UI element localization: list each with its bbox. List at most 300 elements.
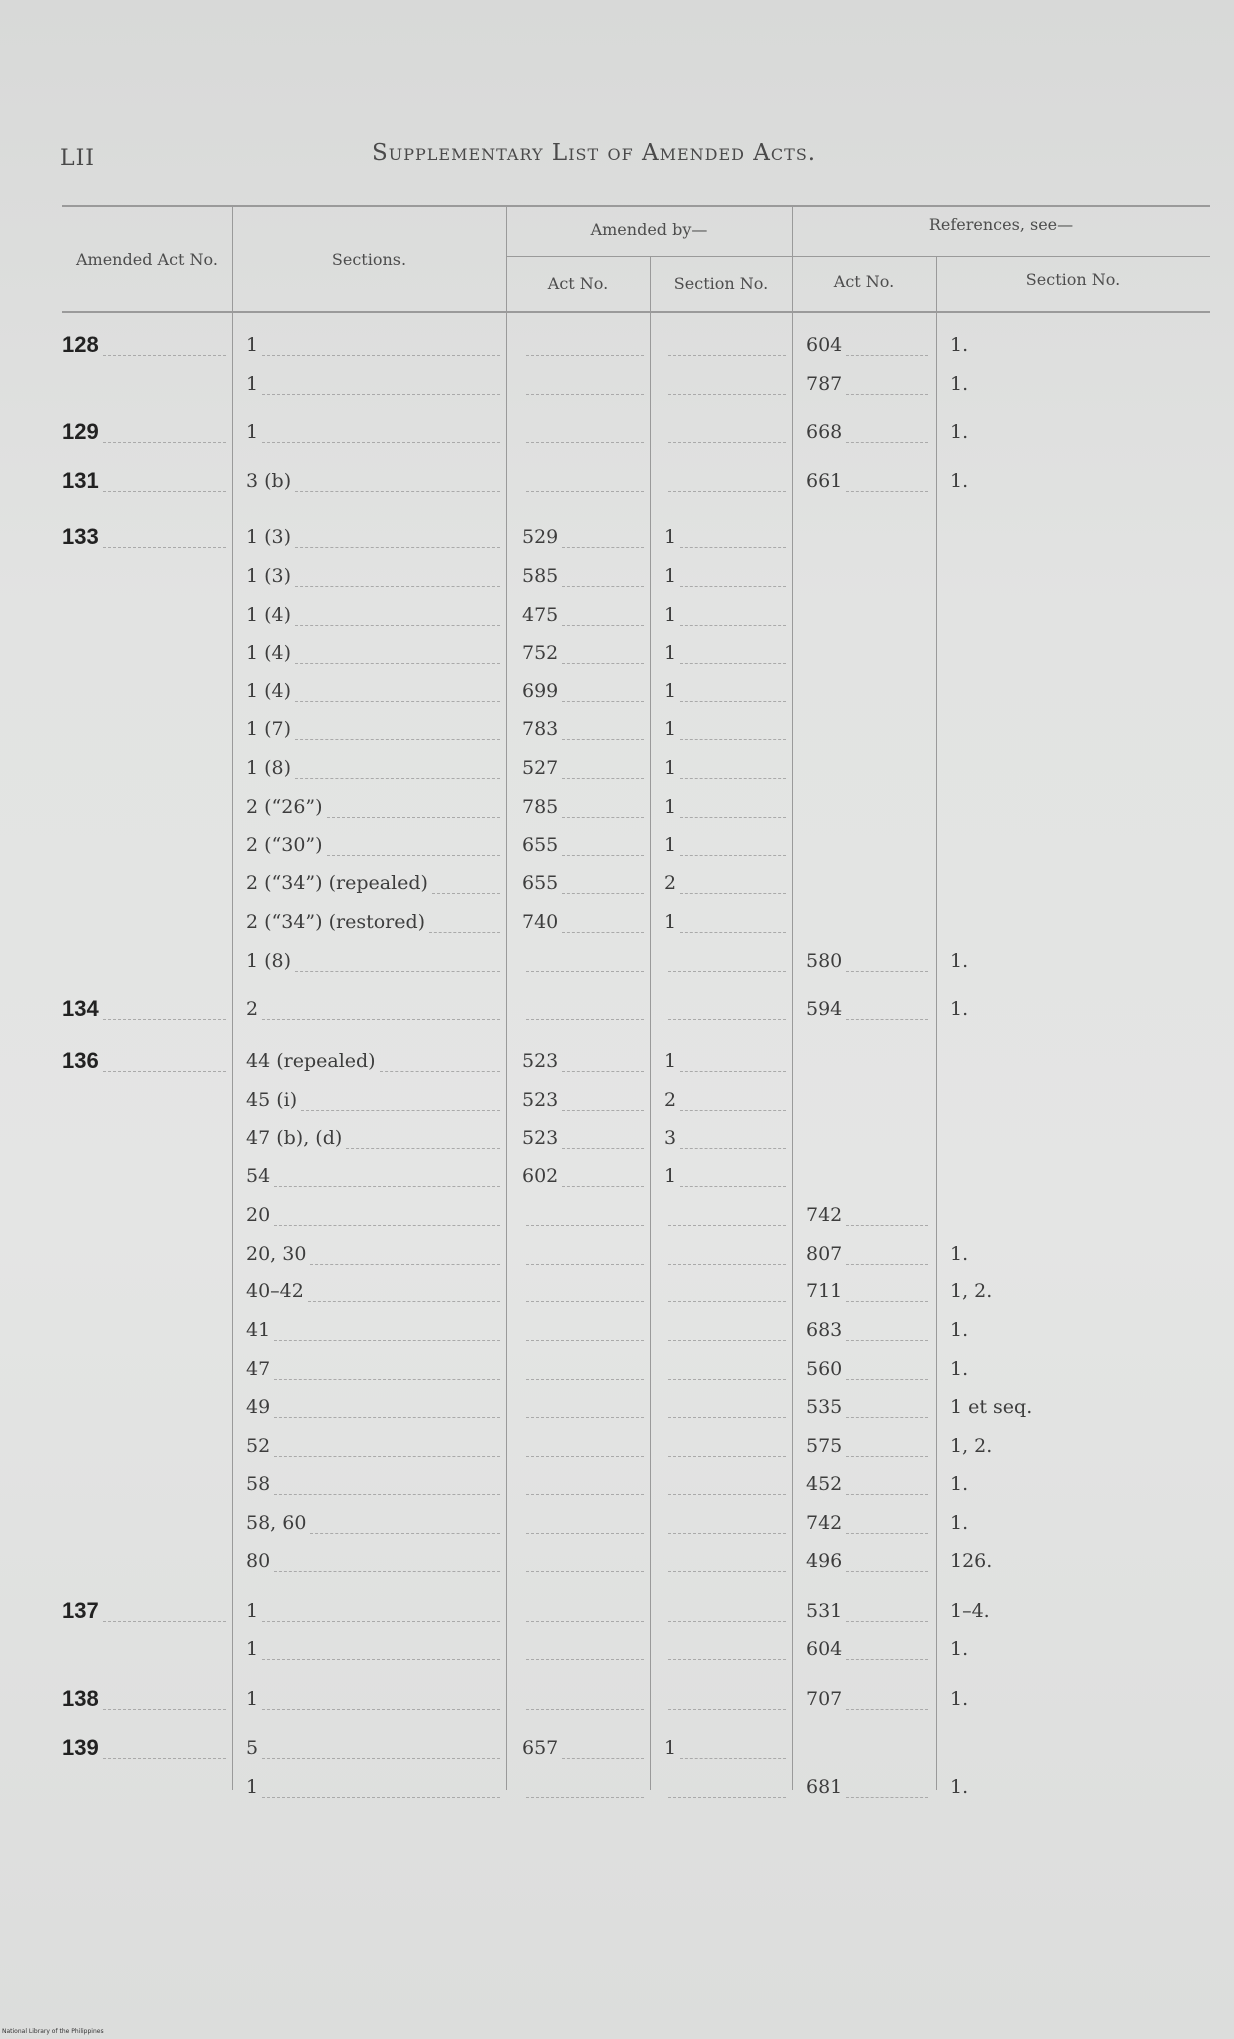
reference-section-no-cell [950, 792, 1200, 822]
dot-leader [680, 606, 786, 626]
dot-leader [526, 1282, 644, 1302]
dot-leader [846, 1206, 928, 1226]
header-sections: Sections. [331, 250, 407, 269]
table-row [0, 1772, 1234, 1802]
table-row [0, 714, 1234, 744]
amended-act-no [62, 1394, 66, 1419]
table-row [0, 1431, 1234, 1461]
amended-act-no-cell [62, 417, 230, 447]
table-row [0, 600, 1234, 630]
amended-by-section-no-cell [664, 753, 790, 783]
reference-act-no-cell [806, 994, 932, 1024]
dot-leader [103, 472, 226, 492]
amended-by-act-no-cell [522, 369, 648, 399]
reference-section-no-cell [950, 907, 1200, 937]
amended-by-act-no-cell [522, 1046, 648, 1076]
amended-by-section-no-cell [664, 1315, 790, 1345]
amended-by-section-no-cell [664, 466, 790, 496]
reference-act-no: 742 [806, 1204, 843, 1226]
dot-leader [295, 567, 500, 587]
dot-leader [668, 1778, 786, 1798]
amended-by-act-no: 523 [522, 1089, 559, 1111]
reference-act-no-cell [806, 561, 932, 591]
dot-leader [680, 836, 786, 856]
section: 44 (repealed) [246, 1050, 376, 1072]
header-references: References, see— [928, 215, 1074, 234]
section: 54 [246, 1165, 271, 1187]
table-row [0, 561, 1234, 591]
amended-act-no [62, 1125, 66, 1150]
amended-act-no-cell [62, 1315, 230, 1345]
dot-leader [526, 1360, 644, 1380]
amended-by-act-no-cell [522, 792, 648, 822]
table-row [0, 1508, 1234, 1538]
amended-by-section-no: 1 [664, 565, 677, 587]
reference-section-no-cell [950, 522, 1200, 552]
section-cell [246, 1596, 504, 1626]
dot-leader [668, 1282, 786, 1302]
amended-act-no [62, 640, 66, 665]
reference-act-no: 661 [806, 470, 843, 492]
section-cell [246, 466, 504, 496]
section: 1 (8) [246, 757, 292, 779]
reference-section-no [950, 1165, 954, 1187]
amended-by-act-no-cell [522, 753, 648, 783]
amended-by-section-no-cell [664, 1276, 790, 1306]
amended-act-no: 128 [62, 332, 99, 357]
dot-leader [526, 423, 644, 443]
reference-section-no [950, 565, 954, 587]
amended-act-no-cell [62, 1085, 230, 1115]
table-row [0, 1046, 1234, 1076]
amended-act-no: 131 [62, 468, 99, 493]
reference-act-no-cell [806, 600, 932, 630]
dot-leader [668, 1360, 786, 1380]
amended-act-no-cell [62, 1596, 230, 1626]
section: 1 [246, 1638, 259, 1660]
footer-credit: National Library of the Philippines [2, 2028, 104, 2035]
section-cell [246, 1200, 504, 1230]
reference-section-no-cell [950, 1733, 1200, 1763]
reference-section-no: 1. [950, 1358, 969, 1380]
amended-by-section-no-cell [664, 1239, 790, 1269]
table-row [0, 946, 1234, 976]
dot-leader [526, 1321, 644, 1341]
section: 1 (3) [246, 526, 292, 548]
dot-leader [262, 423, 500, 443]
dot-leader [274, 1167, 500, 1187]
section: 58 [246, 1473, 271, 1495]
amended-act-no: 133 [62, 524, 99, 549]
reference-act-no: 683 [806, 1319, 843, 1341]
section-cell [246, 1392, 504, 1422]
amended-by-section-no-cell [664, 369, 790, 399]
dot-leader [429, 913, 500, 933]
dot-leader [668, 1206, 786, 1226]
section-cell [246, 714, 504, 744]
amended-act-no [62, 1163, 66, 1188]
table-row [0, 1315, 1234, 1345]
section-cell [246, 1508, 504, 1538]
dot-leader [274, 1206, 500, 1226]
table-row [0, 1596, 1234, 1626]
dot-leader [562, 874, 644, 894]
section-cell [246, 369, 504, 399]
amended-by-section-no: 1 [664, 680, 677, 702]
table-row [0, 676, 1234, 706]
amended-by-section-no: 1 [664, 1165, 677, 1187]
header-amended-by: Amended by— [590, 220, 708, 239]
dot-leader [680, 1739, 786, 1759]
amended-act-no-cell [62, 1469, 230, 1499]
amended-act-no-cell [62, 714, 230, 744]
reference-act-no-cell [806, 417, 932, 447]
reference-section-no [950, 604, 954, 626]
dot-leader [310, 1514, 500, 1534]
dot-leader [295, 759, 500, 779]
amended-by-act-no-cell [522, 561, 648, 591]
amended-by-section-no-cell [664, 714, 790, 744]
reference-act-no [806, 642, 810, 664]
reference-act-no [806, 565, 810, 587]
dot-leader [103, 423, 226, 443]
reference-act-no [806, 718, 810, 740]
reference-section-no: 1. [950, 1512, 969, 1534]
amended-act-no-cell [62, 369, 230, 399]
amended-act-no: 136 [62, 1048, 99, 1073]
reference-act-no [806, 834, 810, 856]
reference-act-no-cell [806, 792, 932, 822]
dot-leader [846, 1000, 928, 1020]
dot-leader [103, 1690, 226, 1710]
reference-act-no-cell [806, 369, 932, 399]
reference-act-no-cell [806, 1354, 932, 1384]
amended-act-no-cell [62, 1431, 230, 1461]
section: 80 [246, 1550, 271, 1572]
dot-leader [274, 1552, 500, 1572]
amended-by-act-no: 529 [522, 526, 559, 548]
amended-act-no-cell [62, 1354, 230, 1384]
reference-section-no-cell [950, 369, 1200, 399]
amended-act-no-cell [62, 1508, 230, 1538]
amended-by-section-no-cell [664, 830, 790, 860]
reference-act-no-cell [806, 714, 932, 744]
reference-act-no-cell [806, 1634, 932, 1664]
dot-leader [274, 1437, 500, 1457]
table-row [0, 1546, 1234, 1576]
section: 1 [246, 373, 259, 395]
section-cell [246, 1085, 504, 1115]
dot-leader [846, 952, 928, 972]
amended-act-no-cell [62, 522, 230, 552]
reference-section-no: 1, 2. [950, 1435, 993, 1457]
amended-by-act-no: 740 [522, 911, 559, 933]
amended-by-act-no-cell [522, 1123, 648, 1153]
dot-leader [526, 1245, 644, 1265]
dot-leader [526, 952, 644, 972]
reference-act-no-cell [806, 638, 932, 668]
amended-by-act-no: 523 [522, 1050, 559, 1072]
reference-act-no-cell [806, 1315, 932, 1345]
dot-leader [846, 1321, 928, 1341]
dot-leader [562, 1052, 644, 1072]
section-cell [246, 676, 504, 706]
table-row [0, 1200, 1234, 1230]
reference-section-no: 1–4. [950, 1600, 990, 1622]
section: 1 [246, 1600, 259, 1622]
dot-leader [274, 1321, 500, 1341]
reference-act-no [806, 872, 810, 894]
amended-by-section-no: 1 [664, 718, 677, 740]
dot-leader [846, 1245, 928, 1265]
reference-section-no-cell [950, 1161, 1200, 1191]
reference-act-no [806, 796, 810, 818]
reference-act-no: 668 [806, 421, 843, 443]
dot-leader [526, 1475, 644, 1495]
amended-by-act-no: 752 [522, 642, 559, 664]
amended-by-section-no-cell [664, 1046, 790, 1076]
amended-by-section-no-cell [664, 676, 790, 706]
dot-leader [668, 472, 786, 492]
header-references-section-no: Section No. [1025, 270, 1121, 289]
dot-leader [680, 682, 786, 702]
reference-section-no: 1. [950, 1473, 969, 1495]
amended-act-no: 129 [62, 419, 99, 444]
amended-by-section-no-cell [664, 1200, 790, 1230]
reference-act-no-cell [806, 1733, 932, 1763]
table-row [0, 1123, 1234, 1153]
amended-act-no [62, 870, 66, 895]
reference-section-no-cell [950, 753, 1200, 783]
section: 2 (“30”) [246, 834, 323, 856]
reference-act-no: 594 [806, 998, 843, 1020]
reference-act-no-cell [806, 1085, 932, 1115]
reference-act-no: 742 [806, 1512, 843, 1534]
reference-section-no [950, 718, 954, 740]
section: 20, 30 [246, 1243, 307, 1265]
reference-act-no: 807 [806, 1243, 843, 1265]
section: 41 [246, 1319, 271, 1341]
reference-act-no: 531 [806, 1600, 843, 1622]
reference-act-no-cell [806, 1596, 932, 1626]
amended-by-act-no-cell [522, 1772, 648, 1802]
reference-act-no-cell [806, 1161, 932, 1191]
dot-leader [295, 682, 500, 702]
dot-leader [562, 1739, 644, 1759]
amended-by-section-no-cell [664, 1085, 790, 1115]
reference-section-no-cell [950, 1508, 1200, 1538]
amended-by-act-no: 602 [522, 1165, 559, 1187]
amended-by-act-no: 585 [522, 565, 559, 587]
reference-section-no [950, 796, 954, 818]
section-cell [246, 417, 504, 447]
reference-section-no [950, 834, 954, 856]
amended-by-act-no-cell [522, 1200, 648, 1230]
amended-act-no [62, 1241, 66, 1266]
header-references-act-no: Act No. [833, 272, 895, 291]
amended-by-act-no-cell [522, 1161, 648, 1191]
amended-by-act-no: 655 [522, 834, 559, 856]
amended-act-no-cell [62, 868, 230, 898]
dot-leader [295, 528, 500, 548]
section-cell [246, 1123, 504, 1153]
table-row [0, 1239, 1234, 1269]
section-cell [246, 753, 504, 783]
reference-act-no-cell [806, 676, 932, 706]
dot-leader [526, 1690, 644, 1710]
amended-by-section-no-cell [664, 638, 790, 668]
reference-act-no-cell [806, 1772, 932, 1802]
section-cell [246, 638, 504, 668]
reference-section-no-cell [950, 600, 1200, 630]
reference-section-no: 1, 2. [950, 1280, 993, 1302]
reference-section-no-cell [950, 1315, 1200, 1345]
amended-by-act-no-cell [522, 330, 648, 360]
section-cell [246, 1046, 504, 1076]
dot-leader [668, 336, 786, 356]
amended-by-section-no-cell [664, 1469, 790, 1499]
reference-section-no-cell [950, 1354, 1200, 1384]
dot-leader [526, 1437, 644, 1457]
amended-by-act-no-cell [522, 1596, 648, 1626]
reference-act-no: 496 [806, 1550, 843, 1572]
reference-act-no-cell [806, 1469, 932, 1499]
amended-by-act-no-cell [522, 1354, 648, 1384]
header-amended-act-no: Amended Act No. [75, 250, 218, 269]
amended-act-no [62, 948, 66, 973]
amended-by-section-no: 1 [664, 642, 677, 664]
amended-by-section-no-cell [664, 792, 790, 822]
section: 1 (7) [246, 718, 292, 740]
amended-act-no [62, 563, 66, 588]
reference-act-no-cell [806, 1508, 932, 1538]
amended-act-no-cell [62, 907, 230, 937]
amended-act-no-cell [62, 1200, 230, 1230]
table-row [0, 1392, 1234, 1422]
section-cell [246, 561, 504, 591]
amended-by-act-no-cell [522, 466, 648, 496]
reference-act-no-cell [806, 830, 932, 860]
dot-leader [846, 1437, 928, 1457]
dot-leader [668, 423, 786, 443]
amended-act-no [62, 678, 66, 703]
reference-act-no: 787 [806, 373, 843, 395]
amended-act-no: 137 [62, 1598, 99, 1623]
reference-act-no [806, 1737, 810, 1759]
section: 40–42 [246, 1280, 304, 1302]
section: 49 [246, 1396, 271, 1418]
amended-by-section-no-cell [664, 522, 790, 552]
dot-leader [846, 1690, 928, 1710]
dot-leader [680, 913, 786, 933]
amended-act-no-cell [62, 1239, 230, 1269]
section: 1 [246, 421, 259, 443]
reference-act-no-cell [806, 1276, 932, 1306]
reference-section-no-cell [950, 1200, 1200, 1230]
reference-act-no: 560 [806, 1358, 843, 1380]
section-cell [246, 792, 504, 822]
dot-leader [262, 1778, 500, 1798]
dot-leader [680, 874, 786, 894]
section: 2 [246, 998, 259, 1020]
amended-by-act-no-cell [522, 1733, 648, 1763]
reference-section-no [950, 642, 954, 664]
amended-act-no-cell [62, 946, 230, 976]
amended-by-act-no-cell [522, 1315, 648, 1345]
section-cell [246, 1634, 504, 1664]
reference-act-no [806, 757, 810, 779]
reference-section-no-cell [950, 1239, 1200, 1269]
amended-by-section-no: 2 [664, 872, 677, 894]
reference-act-no-cell [806, 1123, 932, 1153]
reference-section-no: 1. [950, 1776, 969, 1798]
section: 1 [246, 1688, 259, 1710]
reference-section-no-cell [950, 1772, 1200, 1802]
section-cell [246, 907, 504, 937]
dot-leader [262, 1602, 500, 1622]
dot-leader [846, 1552, 928, 1572]
table-row [0, 753, 1234, 783]
reference-section-no: 1. [950, 373, 969, 395]
dot-leader [526, 1778, 644, 1798]
reference-section-no: 1. [950, 998, 969, 1020]
table-row [0, 792, 1234, 822]
dot-leader [526, 472, 644, 492]
dot-leader [668, 1690, 786, 1710]
amended-by-section-no-cell [664, 1733, 790, 1763]
amended-by-act-no: 657 [522, 1737, 559, 1759]
section-cell [246, 1239, 504, 1269]
amended-act-no [62, 1356, 66, 1381]
reference-section-no: 1. [950, 421, 969, 443]
reference-act-no-cell [806, 1431, 932, 1461]
dot-leader [680, 720, 786, 740]
dot-leader [680, 798, 786, 818]
amended-act-no [62, 371, 66, 396]
dot-leader [103, 1739, 226, 1759]
dot-leader [262, 336, 500, 356]
section-cell [246, 1276, 504, 1306]
dot-leader [526, 1398, 644, 1418]
reference-section-no-cell [950, 417, 1200, 447]
dot-leader [668, 1552, 786, 1572]
dot-leader [526, 336, 644, 356]
amended-by-act-no-cell [522, 868, 648, 898]
section-cell [246, 1546, 504, 1576]
amended-act-no-cell [62, 561, 230, 591]
table-row [0, 1733, 1234, 1763]
section: 3 (b) [246, 470, 292, 492]
section: 1 (4) [246, 604, 292, 626]
section: 2 (“34”) (restored) [246, 911, 426, 933]
header-amended-by-section-no: Section No. [673, 274, 769, 293]
dot-leader [310, 1245, 500, 1265]
amended-by-section-no-cell [664, 946, 790, 976]
reference-section-no-cell [950, 1276, 1200, 1306]
amended-by-act-no: 527 [522, 757, 559, 779]
dot-leader [668, 1514, 786, 1534]
dot-leader [846, 1360, 928, 1380]
reference-section-no-cell [950, 994, 1200, 1024]
amended-by-act-no-cell [522, 946, 648, 976]
dot-leader [526, 375, 644, 395]
reference-section-no-cell [950, 830, 1200, 860]
dot-leader [562, 836, 644, 856]
amended-by-section-no-cell [664, 1634, 790, 1664]
amended-by-act-no-cell [522, 1239, 648, 1269]
amended-by-act-no: 475 [522, 604, 559, 626]
dot-leader [295, 606, 500, 626]
